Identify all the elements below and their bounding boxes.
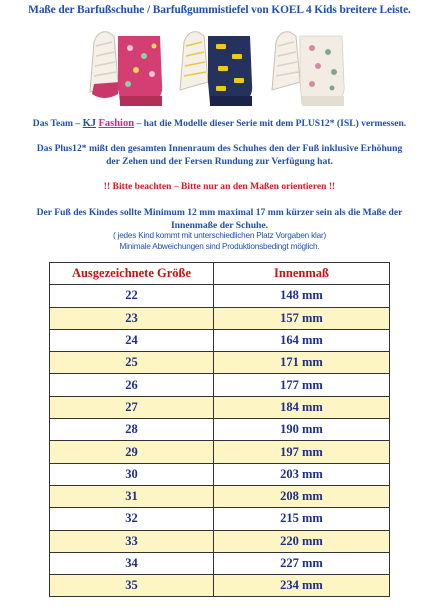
inner-length-cell: 220 mm	[214, 530, 390, 552]
table-row	[50, 463, 390, 485]
labeled-size-cell: 24	[50, 329, 214, 351]
labeled-size-cell: 31	[50, 485, 214, 507]
labeled-size-cell: 34	[50, 552, 214, 574]
fit-advice-line-2: Innenmaße der Schuhe.	[170, 219, 269, 231]
inner-length-cell: 234 mm	[214, 575, 390, 597]
size-table-header-row	[50, 263, 390, 285]
fit-advice-line-1: Der Fuß des Kindes sollte Minimum 12 mm maximal 17 mm kürzer sein als die Maße der	[36, 207, 403, 218]
team-prefix: Das Team –	[32, 118, 83, 129]
warning-notice: !! Bitte beachten – Bitte nur an den Maßen orientieren !!	[103, 181, 336, 192]
labeled-size-cell: 28	[50, 419, 214, 441]
navy-car-boot-image	[176, 22, 266, 114]
table-row	[50, 530, 390, 552]
measurement-description-line-1: Das Plus12* mißt den gesamten Innenraum des Schuhes den der Fuß inklusive Erhöhung	[36, 143, 403, 154]
inner-length-cell: 164 mm	[214, 329, 390, 351]
table-row	[50, 441, 390, 463]
inner-length-cell: 190 mm	[214, 419, 390, 441]
header-inner-length: Innenmaß	[214, 263, 390, 285]
measurement-description	[0, 143, 439, 168]
labeled-size-cell: 26	[50, 374, 214, 396]
inner-length-cell: 203 mm	[214, 463, 390, 485]
inner-length-cell: 177 mm	[214, 374, 390, 396]
inner-length-cell: 197 mm	[214, 441, 390, 463]
table-row	[50, 552, 390, 574]
table-row	[50, 419, 390, 441]
size-table	[49, 262, 390, 597]
table-row	[50, 575, 390, 597]
table-row	[50, 329, 390, 351]
team-line	[0, 118, 439, 129]
header-labeled-size: Ausgezeichnete Größe	[50, 263, 214, 285]
product-image-strip	[84, 22, 356, 114]
table-row	[50, 352, 390, 374]
inner-length-cell: 171 mm	[214, 352, 390, 374]
brand-fashion-link[interactable]: Fashion	[98, 118, 135, 129]
inner-length-cell: 148 mm	[214, 285, 390, 307]
labeled-size-cell: 27	[50, 396, 214, 418]
note-individual-fit: ( jedes Kind kommt mit unterschiedlichen Platz Vorgaben klar)	[112, 231, 327, 240]
labeled-size-cell: 30	[50, 463, 214, 485]
page-title: Maße der Barfußschuhe / Barfußgummistiefel von KOEL 4 Kids breitere Leiste.	[28, 4, 411, 16]
white-floral-boot-image	[268, 22, 358, 114]
inner-length-cell: 215 mm	[214, 508, 390, 530]
labeled-size-cell: 33	[50, 530, 214, 552]
inner-length-cell: 227 mm	[214, 552, 390, 574]
labeled-size-cell: 35	[50, 575, 214, 597]
labeled-size-cell: 29	[50, 441, 214, 463]
brand-kj-link[interactable]: KJ	[82, 118, 97, 129]
labeled-size-cell: 32	[50, 508, 214, 530]
table-row	[50, 396, 390, 418]
table-row	[50, 374, 390, 396]
table-row	[50, 285, 390, 307]
measurement-description-line-2: der Zehen und der Fersen Rundung zur Verfügung hat.	[106, 155, 333, 167]
labeled-size-cell: 23	[50, 307, 214, 329]
labeled-size-cell: 25	[50, 352, 214, 374]
note-production-variance: Minimale Abweichungen sind Produktionsbedingt möglich.	[119, 242, 320, 251]
pink-floral-boot-image	[84, 22, 174, 114]
inner-length-cell: 208 mm	[214, 485, 390, 507]
team-suffix: – hat die Modelle dieser Serie mit dem PLUS12* (ISL) vermessen.	[134, 118, 407, 129]
table-row	[50, 307, 390, 329]
inner-length-cell: 184 mm	[214, 396, 390, 418]
fit-advice	[0, 207, 439, 232]
table-row	[50, 485, 390, 507]
inner-length-cell: 157 mm	[214, 307, 390, 329]
table-row	[50, 508, 390, 530]
labeled-size-cell: 22	[50, 285, 214, 307]
